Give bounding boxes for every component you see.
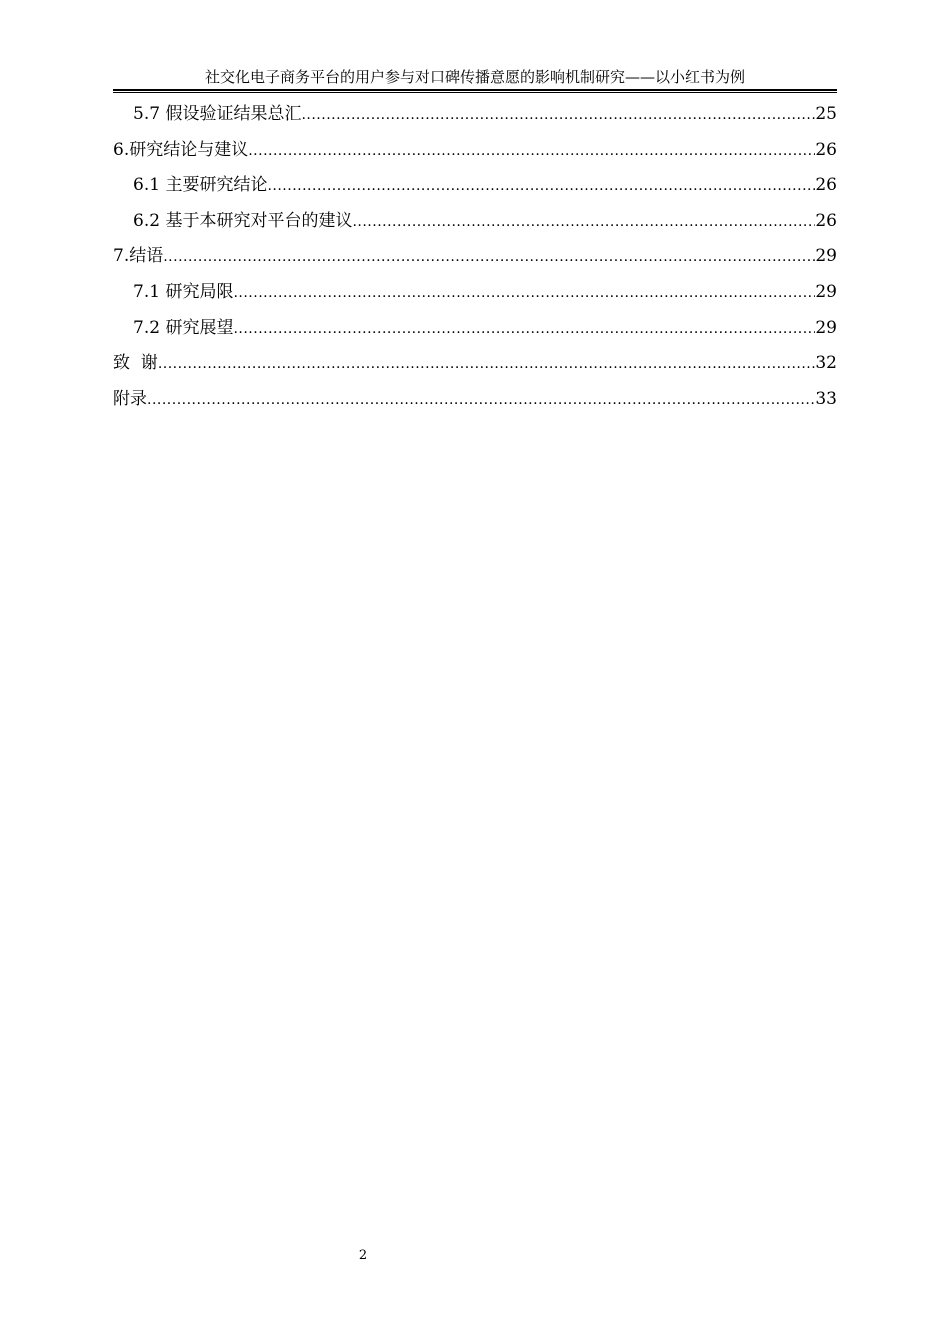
toc-entry[interactable] [113, 278, 837, 314]
toc-dot-leader [301, 101, 815, 129]
toc-dot-leader [233, 315, 815, 343]
toc-entry-page: 32 [815, 353, 837, 374]
toc-entry-page: 29 [815, 317, 837, 338]
toc-entry[interactable] [113, 136, 837, 172]
toc-entry-label: 7.结语 [113, 246, 164, 267]
toc-entry-page: 29 [815, 246, 837, 267]
toc-entry[interactable] [113, 207, 837, 243]
toc-entry-label: 6.2 基于本研究对平台的建议 [133, 210, 353, 231]
toc-dot-leader [147, 386, 815, 414]
table-of-contents [113, 100, 837, 420]
toc-entry[interactable] [113, 171, 837, 207]
toc-entry[interactable] [113, 314, 837, 350]
toc-entry-label: 7.1 研究局限 [133, 281, 234, 302]
toc-dot-leader [352, 208, 815, 236]
toc-entry-label: 致 谢 [113, 353, 158, 374]
toc-entry[interactable] [113, 349, 837, 385]
toc-dot-leader [163, 243, 815, 271]
toc-entry-label: 6.研究结论与建议 [113, 139, 249, 160]
toc-entry-label: 7.2 研究展望 [133, 317, 234, 338]
toc-dot-leader [158, 350, 816, 378]
toc-entry-page: 29 [815, 281, 837, 302]
toc-entry-page: 26 [815, 210, 837, 231]
toc-entry-page: 26 [815, 175, 837, 196]
page-number: 2 [358, 1248, 368, 1263]
toc-entry[interactable] [113, 100, 837, 136]
toc-entry-label: 附录 [113, 388, 147, 409]
toc-entry[interactable] [113, 385, 837, 421]
toc-dot-leader [233, 279, 815, 307]
toc-entry-label: 6.1 主要研究结论 [133, 175, 268, 196]
toc-entry[interactable] [113, 242, 837, 278]
running-header: 社交化电子商务平台的用户参与对口碑传播意愿的影响机制研究——以小红书为例 [204, 68, 745, 86]
toc-dot-leader [267, 172, 815, 200]
toc-entry-page: 25 [815, 104, 837, 124]
toc-dot-leader [248, 137, 815, 165]
toc-entry-label: 5.7 假设验证结果总汇 [133, 104, 302, 124]
toc-entry-page: 26 [815, 139, 837, 160]
header-rule [113, 89, 837, 93]
toc-entry-page: 33 [815, 388, 837, 409]
